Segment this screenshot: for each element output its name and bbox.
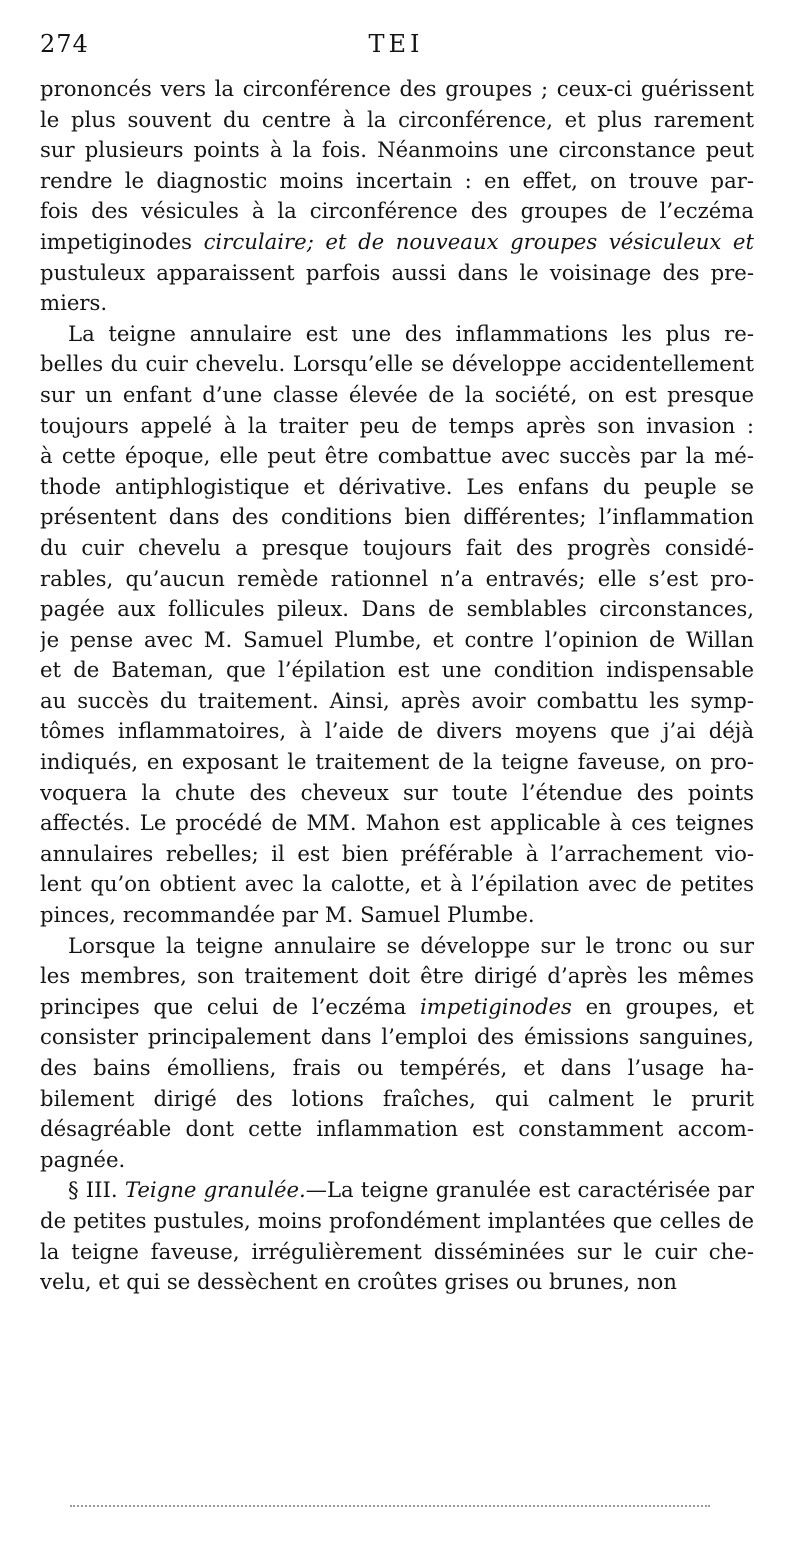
- text-line: rables, qu’aucun remède rationnel n’a entravés; elle s’est pro-: [40, 565, 754, 591]
- text-line: sur plusieurs points à la fois. Néanmoins une circonstance peut: [40, 137, 754, 163]
- text-line: affectés. Le procédé de MM. Mahon est applicable à ces teignes: [40, 810, 754, 836]
- text-line: et de Bateman, que l’épilation est une condition indispensable: [40, 657, 754, 683]
- text-line: principes que celui de l’eczéma impetiginodes en groupes, et: [40, 993, 754, 1019]
- footer-rule: [70, 1505, 710, 1507]
- text-line: consister principalement dans l’emploi des émissions sanguines,: [40, 1024, 754, 1050]
- text-line: des bains émolliens, frais ou tempérés, et dans l’usage ha-: [40, 1055, 754, 1080]
- text-line: du cuir chevelu a presque toujours fait des progrès considé-: [40, 534, 754, 560]
- italic-term: circulaire; et de nouveaux groupes vésiculeux et: [191, 228, 754, 254]
- text-line: prononcés vers la circonférence des groupes ; ceux-ci guérissent: [40, 76, 754, 101]
- text-line: le plus souvent du centre à la circonférence, et plus rarement: [40, 106, 754, 132]
- text-line: pagée aux follicules pileux. Dans de semblables circonstances,: [40, 596, 754, 622]
- text-line: velu, et qui se dessèchent en croûtes grises ou brunes, non: [40, 1269, 677, 1295]
- text-line: § III. Teigne granulée.—La teigne granulée est caractérisée par: [68, 1177, 754, 1203]
- text-line: indiqués, en exposant le traitement de la teigne faveuse, on pro-: [40, 749, 754, 775]
- text-line: tômes inflammatoires, à l’aide de divers moyens que j’ai déjà: [40, 718, 754, 744]
- text-line: fois des vésicules à la circonférence des groupes de l’eczéma: [40, 198, 754, 224]
- body-text: [40, 74, 754, 1298]
- text-line: La teigne annulaire est une des inflammations les plus re-: [68, 320, 754, 346]
- italic-term: Teigne granulée.: [124, 1177, 306, 1203]
- text-line: de petites pustules, moins profondément implantées que celles de: [40, 1207, 754, 1233]
- text-line: pustuleux apparaissent parfois aussi dans le voisinage des pre-: [40, 259, 754, 285]
- text-line: au succès du traitement. Ainsi, après avoir combattu les symp-: [40, 687, 754, 713]
- text-line: annulaires rebelles; il est bien préférable à l’arrachement vio-: [40, 840, 754, 866]
- text-line: lent qu’on obtient avec la calotte, et à l’épilation avec de petites: [40, 871, 754, 897]
- text-line: les membres, son traitement doit être dirigé d’après les mêmes: [40, 963, 754, 989]
- page-header: [40, 30, 752, 70]
- text-line: belles du cuir chevelu. Lorsqu’elle se développe accidentellement: [40, 351, 754, 377]
- text-line: rendre le diagnostic moins incertain : en effet, on trouve par-: [40, 167, 754, 193]
- running-head: TEI: [368, 30, 424, 58]
- text-line: pagnée.: [40, 1146, 126, 1172]
- text-line: désagréable dont cette inflammation est constamment accom-: [40, 1116, 754, 1142]
- text-line: bilement dirigé des lotions fraîches, qui calment le prurit: [40, 1085, 754, 1111]
- text-line: miers.: [40, 290, 108, 316]
- text-line: présentent dans des conditions bien différentes; l’inflammation: [40, 504, 754, 530]
- text-line: voquera la chute des cheveux sur toute l’étendue des points: [40, 779, 754, 805]
- text-line: toujours appelé à la traiter peu de temps après son invasion :: [40, 412, 754, 438]
- text-line: Lorsque la teigne annulaire se développe sur le tronc ou sur: [68, 932, 754, 958]
- text-line: la teigne faveuse, irrégulièrement disséminées sur le cuir che-: [40, 1238, 754, 1264]
- text-line: à cette époque, elle peut être combattue avec succès par la mé-: [40, 443, 754, 469]
- page-number: 274: [40, 30, 89, 58]
- text-line: pinces, recommandée par M. Samuel Plumbe.: [40, 902, 535, 928]
- text-line: thode antiphlogistique et dérivative. Les enfans du peuple se: [40, 473, 754, 499]
- text-line: sur un enfant d’une classe élevée de la société, on est presque: [40, 381, 754, 407]
- italic-term: impetiginodes: [419, 993, 572, 1019]
- text-line: impetiginodes circulaire; et de nouveaux groupes vésiculeux et: [40, 228, 754, 254]
- text-line: je pense avec M. Samuel Plumbe, et contre l’opinion de Willan: [40, 626, 754, 652]
